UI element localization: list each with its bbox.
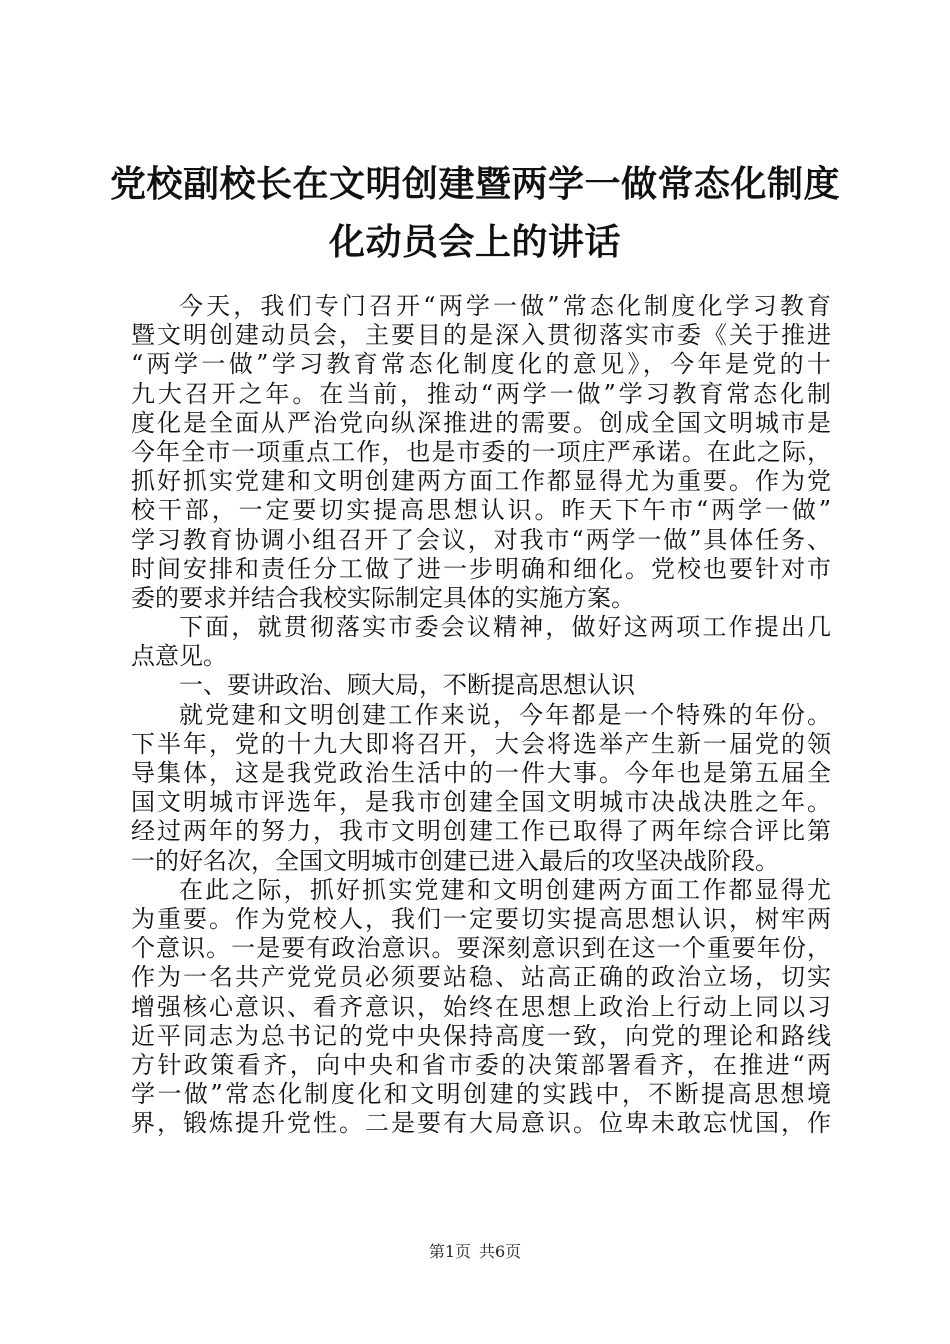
- body-line: 暨文明创建动员会，主要目的是深入贯彻落实市委《关于推进: [131, 321, 831, 350]
- document-title-line-1: 党校副校长在文明创建暨两学一做常态化制度: [109, 163, 840, 205]
- body-line: 导集体，这是我党政治生活中的一件大事。今年也是第五届全: [131, 759, 831, 787]
- body-line: 方针政策看齐，向中央和省市委的决策部署看齐，在推进“两: [131, 1050, 831, 1079]
- document-title-line-2: 化动员会上的讲话: [328, 221, 621, 263]
- body-line: 校干部，一定要切实提高思想认识。昨天下午市“两学一做”: [131, 496, 831, 525]
- body-line: 国文明城市评选年，是我市创建全国文明城市决战决胜之年。: [131, 788, 831, 817]
- body-line: 今年全市一项重点工作，也是市委的一项庄严承诺。在此之际，: [131, 437, 831, 466]
- page-number: 第1页: [428, 1242, 471, 1261]
- body-line: 近平同志为总书记的党中央保持高度一致，向党的理论和路线: [131, 1021, 831, 1050]
- body-line: 个意识。一是要有政治意识。要深刻意识到在这一个重要年份，: [131, 934, 831, 963]
- body-line: 抓好抓实党建和文明创建两方面工作都显得尤为重要。作为党: [131, 467, 831, 496]
- body-line: 学一做”常态化制度化和文明创建的实践中，不断提高思想境: [131, 1080, 831, 1109]
- body-line: 为重要。作为党校人，我们一定要切实提高思想认识，树牢两: [131, 904, 831, 933]
- body-line: 度化是全面从严治党向纵深推进的需要。创成全国文明城市是: [131, 408, 831, 437]
- body-line: 下面，就贯彻落实市委会议精神，做好这两项工作提出几: [179, 613, 831, 642]
- body-line: 今天，我们专门召开“两学一做”常态化制度化学习教育: [179, 292, 831, 320]
- body-line: 经过两年的努力，我市文明创建工作已取得了两年综合评比第: [131, 817, 831, 846]
- body-line: 一的好名次，全国文明城市创建已进入最后的攻坚决战阶段。: [131, 846, 779, 875]
- body-line: 下半年，党的十九大即将召开，大会将选举产生新一届党的领: [131, 729, 831, 758]
- body-line: 增强核心意识、看齐意识，始终在思想上政治上行动上同以习: [131, 992, 831, 1021]
- page-footer: [0, 1242, 950, 1262]
- body-line: 学习教育协调小组召开了会议，对我市“两学一做”具体任务、: [131, 525, 831, 554]
- document-body: [131, 292, 831, 1138]
- body-line: 九大召开之年。在当前，推动“两学一做”学习教育常态化制: [131, 379, 831, 408]
- body-line: 在此之际，抓好抓实党建和文明创建两方面工作都显得尤: [179, 875, 831, 904]
- body-line: 界，锻炼提升党性。二是要有大局意识。位卑未敢忘忧国，作: [131, 1109, 831, 1138]
- body-line: 就党建和文明创建工作来说，今年都是一个特殊的年份。: [179, 700, 831, 729]
- page-total: 共6页: [479, 1242, 522, 1261]
- body-line: 点意见。: [131, 642, 227, 671]
- body-line: 委的要求并结合我校实际制定具体的实施方案。: [131, 583, 635, 612]
- body-line: “两学一做”学习教育常态化制度化的意见》，今年是党的十: [131, 350, 831, 379]
- body-line: 作为一名共产党党员必须要站稳、站高正确的政治立场，切实: [131, 963, 831, 992]
- section-heading: 一、要讲政治、顾大局，不断提高思想认识: [179, 671, 635, 700]
- body-line: 时间安排和责任分工做了进一步明确和细化。党校也要针对市: [131, 554, 831, 583]
